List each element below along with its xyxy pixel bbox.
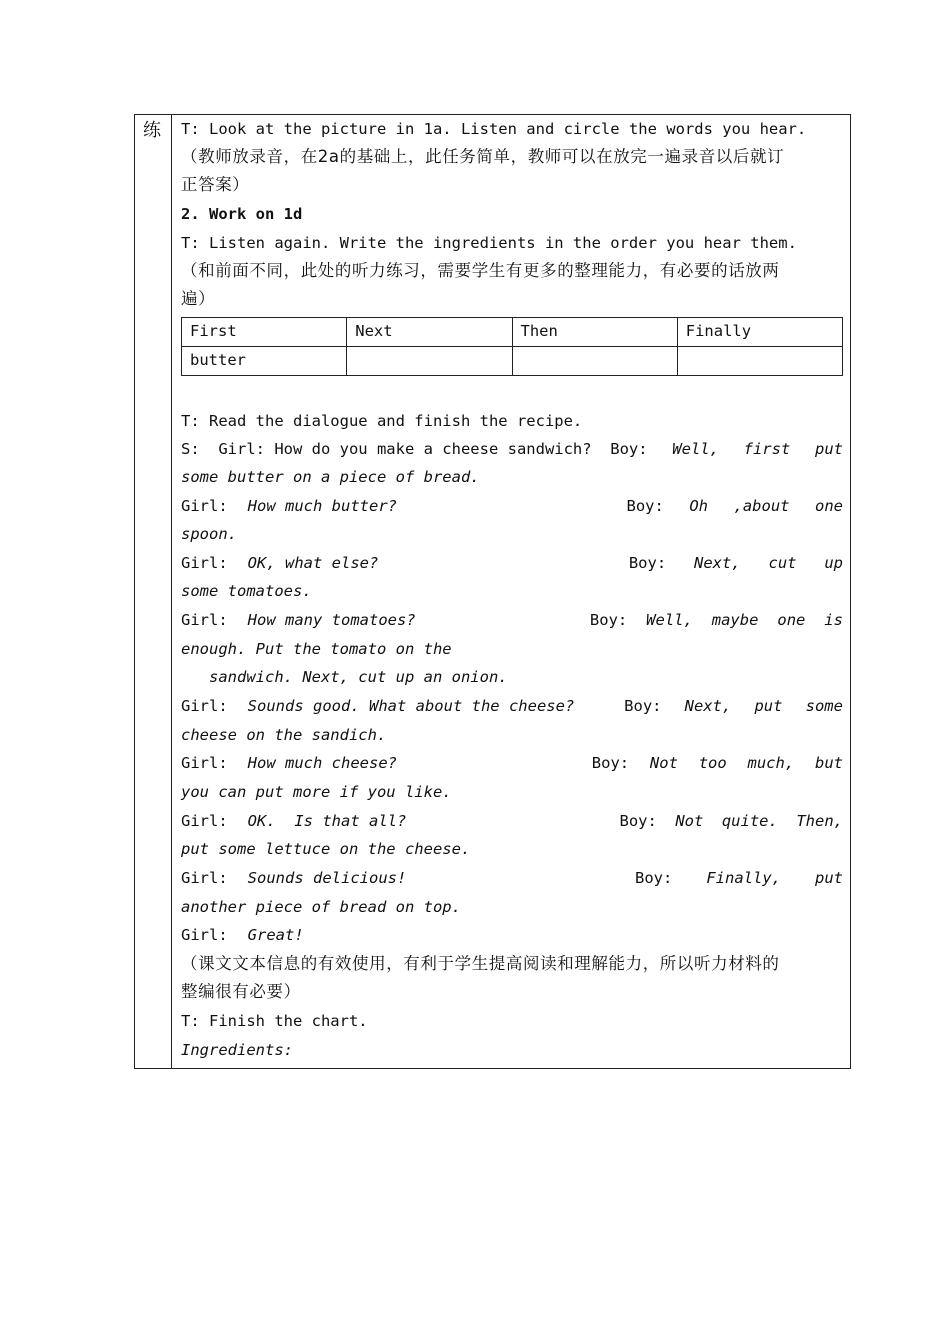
dialogue-text: is bbox=[824, 611, 843, 629]
dialogue-line: enough. Put the tomato on the bbox=[181, 640, 452, 658]
dialogue-text: Finally, bbox=[706, 869, 781, 887]
dialogue-text: quite. bbox=[721, 812, 778, 830]
dialogue-note-line-1: （课文文本信息的有效使用，有利于学生提高阅读和理解能力，所以听力材料的 bbox=[181, 954, 780, 973]
dialogue-text: first bbox=[743, 440, 791, 458]
table-cell bbox=[677, 347, 842, 376]
speaker-label: Girl: bbox=[181, 554, 228, 572]
speaker-label: Girl: bbox=[181, 926, 228, 944]
dialogue-text: put bbox=[814, 869, 843, 887]
dialogue-text: Sounds delicious! bbox=[247, 869, 407, 887]
dialogue-text: S: Girl: How do you make a cheese sandwich? Boy: bbox=[181, 440, 648, 458]
speaker-label: Boy: bbox=[626, 497, 664, 515]
stage-label: 练 bbox=[143, 120, 161, 141]
dialogue-text: Then, bbox=[796, 812, 843, 830]
table-header-cell: Then bbox=[512, 318, 677, 347]
lesson-table bbox=[134, 114, 851, 1069]
section-heading: 2. Work on 1d bbox=[181, 205, 303, 223]
dialogue-line: cheese on the sandich. bbox=[181, 726, 387, 744]
speaker-label: Boy: bbox=[589, 611, 628, 629]
dialogue-text: up bbox=[824, 554, 843, 572]
dialogue-teacher-line: T: Read the dialogue and finish the recipe. bbox=[181, 412, 583, 430]
dialogue-text: put bbox=[754, 697, 783, 715]
table-cell: butter bbox=[182, 347, 347, 376]
dialogue-line bbox=[181, 749, 843, 777]
dialogue-text: How much cheese? bbox=[247, 754, 397, 772]
speaker-label: Boy: bbox=[591, 754, 630, 772]
table-cell bbox=[347, 347, 512, 376]
dialogue-text: Well, bbox=[672, 440, 719, 458]
dialogue-line bbox=[181, 921, 843, 949]
table-header-cell: Next bbox=[347, 318, 512, 347]
ingredients-label: Ingredients: bbox=[181, 1041, 293, 1059]
finish-chart-line: T: Finish the chart. bbox=[181, 1012, 368, 1030]
intro-note-line-2: 正答案） bbox=[181, 175, 250, 194]
speaker-label: Girl: bbox=[181, 754, 228, 772]
dialogue-text: Well, bbox=[646, 611, 693, 629]
dialogue-line: some tomatoes. bbox=[181, 582, 312, 600]
dialogue-text: but bbox=[814, 754, 843, 772]
dialogue-text: Not bbox=[675, 812, 704, 830]
speaker-label: Boy: bbox=[619, 812, 657, 830]
dialogue-note-line-2: 整编很有必要） bbox=[181, 982, 301, 1001]
dialogue-line bbox=[181, 549, 843, 577]
ingredient-order-table bbox=[181, 317, 843, 376]
dialogue-text: ,about bbox=[733, 497, 790, 515]
dialogue-line: you can put more if you like. bbox=[181, 783, 452, 801]
dialogue-line bbox=[181, 606, 843, 634]
speaker-label: Girl: bbox=[181, 497, 228, 515]
section-note-line-2: 遍） bbox=[181, 289, 216, 308]
dialogue-text: Not bbox=[649, 754, 678, 772]
dialogue-text: How many tomatoes? bbox=[247, 611, 416, 629]
dialogue-text: cut bbox=[768, 554, 797, 572]
dialogue-line: sandwich. Next, cut up an onion. bbox=[181, 668, 508, 686]
speaker-label: Girl: bbox=[181, 611, 228, 629]
dialogue-text: OK. Is that all? bbox=[247, 812, 407, 830]
dialogue-line: some butter on a piece of bread. bbox=[181, 468, 480, 486]
stage-column bbox=[135, 115, 172, 1068]
speaker-label: Girl: bbox=[181, 697, 228, 715]
dialogue-line: spoon. bbox=[181, 525, 237, 543]
intro-note-line-1: （教师放录音，在2a的基础上，此任务简单，教师可以在放完一遍录音以后就订 bbox=[181, 147, 785, 166]
dialogue-line bbox=[181, 692, 843, 720]
dialogue-text: How much butter? bbox=[247, 497, 397, 515]
dialogue-text: put bbox=[815, 440, 843, 458]
speaker-label: Boy: bbox=[624, 697, 662, 715]
section-note-line-1: （和前面不同，此处的听力练习，需要学生有更多的整理能力，有必要的话放两 bbox=[181, 261, 780, 280]
dialogue-text: Oh bbox=[689, 497, 708, 515]
dialogue-line bbox=[181, 435, 843, 463]
table-header-cell: Finally bbox=[677, 318, 842, 347]
speaker-label: Boy: bbox=[635, 869, 673, 887]
dialogue-text: one bbox=[777, 611, 806, 629]
dialogue-text: Great! bbox=[247, 926, 304, 944]
table-header-cell: First bbox=[182, 318, 347, 347]
dialogue-text: Sounds good. What about the cheese? bbox=[247, 697, 575, 715]
speaker-label: Girl: bbox=[181, 812, 228, 830]
intro-teacher-line: T: Look at the picture in 1a. Listen and circle the words you hear. bbox=[181, 120, 807, 138]
dialogue-text: Next, bbox=[693, 554, 741, 572]
dialogue-line: put some lettuce on the cheese. bbox=[181, 840, 471, 858]
dialogue-line bbox=[181, 492, 843, 520]
table-cell bbox=[512, 347, 677, 376]
dialogue-text: maybe bbox=[711, 611, 759, 629]
dialogue-text: OK, what else? bbox=[247, 554, 379, 572]
dialogue-text: some bbox=[805, 697, 843, 715]
dialogue-text: one bbox=[815, 497, 843, 515]
dialogue-text: too bbox=[698, 754, 727, 772]
dialogue-text: much, bbox=[747, 754, 795, 772]
dialogue-text: Next, bbox=[684, 697, 732, 715]
table-row bbox=[182, 347, 843, 376]
dialogue-line bbox=[181, 864, 843, 892]
dialogue-line bbox=[181, 807, 843, 835]
speaker-label: Boy: bbox=[628, 554, 667, 572]
table-header-row bbox=[182, 318, 843, 347]
speaker-label: Girl: bbox=[181, 869, 228, 887]
section-teacher-line: T: Listen again. Write the ingredients in the order you hear them. bbox=[181, 234, 797, 252]
dialogue-line: another piece of bread on top. bbox=[181, 898, 461, 916]
